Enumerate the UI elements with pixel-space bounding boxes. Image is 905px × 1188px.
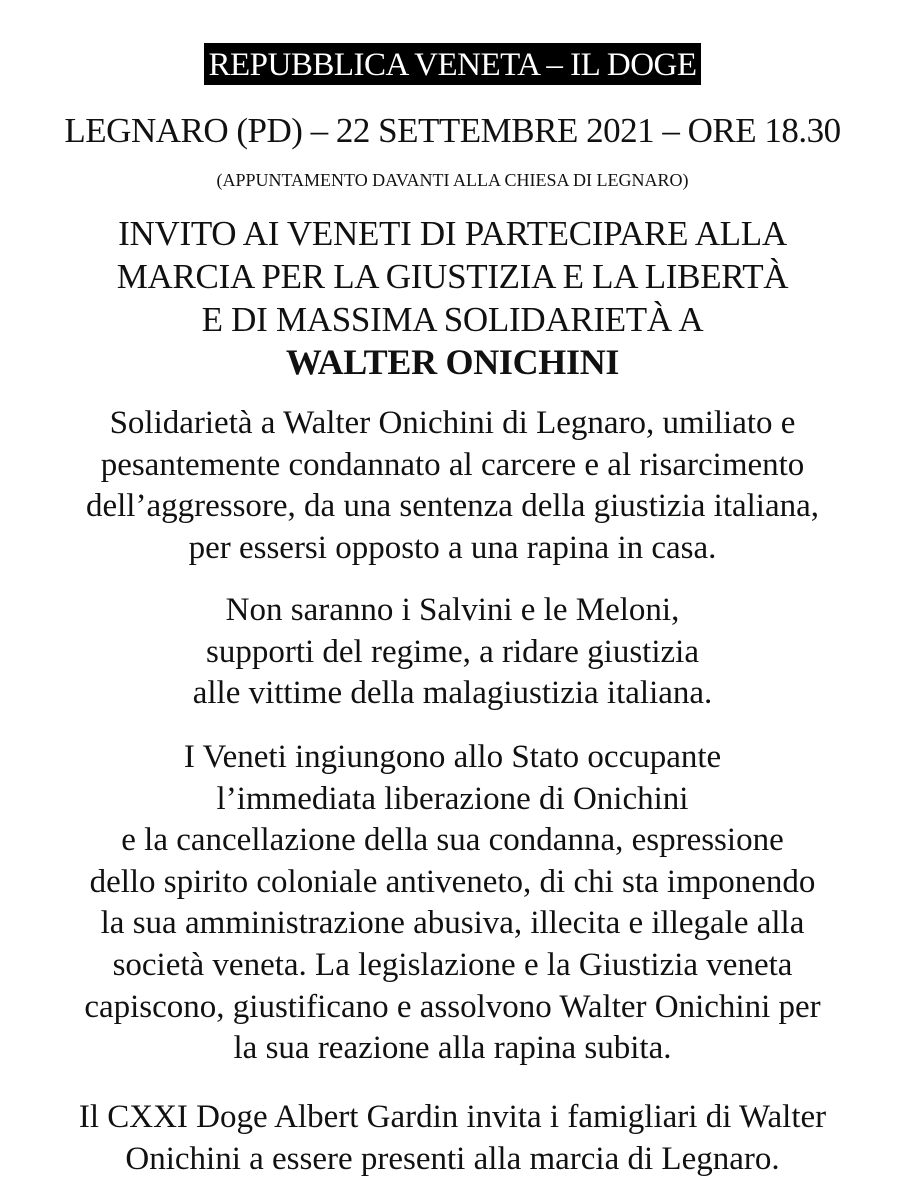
- paragraph-line: Non saranno i Salvini e le Meloni,: [225, 592, 680, 628]
- paragraph-line: l’immediata liberazione di Onichini: [216, 780, 689, 817]
- header: [0, 43, 905, 85]
- paragraph-line: I Veneti ingiungono allo Stato occupante: [183, 739, 722, 775]
- paragraph-line: Solidarietà a Walter Onichini di Legnaro, umiliato e: [109, 405, 796, 441]
- meeting-point-note: (APPUNTAMENTO DAVANTI ALLA CHIESA DI LEGNARO): [216, 170, 689, 190]
- paragraph-line: pesantemente condannato al carcere e al risarcimento: [100, 446, 805, 483]
- paragraph-line: Il CXXI Doge Albert Gardin invita i famigliari di Walter: [78, 1099, 827, 1135]
- paragraph-line: la sua amministrazione abusiva, illecita e illegale alla: [100, 905, 805, 942]
- paragraph-line: dello spirito coloniale antiveneto, di chi sta imponendo: [89, 863, 816, 900]
- invite-line: MARCIA PER LA GIUSTIZIA E LA LIBERTÀ: [116, 257, 789, 296]
- paragraph-line: la sua reazione alla rapina subita.: [233, 1030, 672, 1067]
- demand-paragraph: [0, 737, 905, 1070]
- doge-invitation-paragraph: [0, 1097, 905, 1180]
- invite-line: INVITO AI VENETI DI PARTECIPARE ALLA: [118, 214, 787, 253]
- paragraph-line: e la cancellazione della sua condanna, espressione: [121, 822, 784, 859]
- paragraph-line: per essersi opposto a una rapina in casa.: [188, 529, 717, 566]
- invite-line: E DI MASSIMA SOLIDARIETÀ A: [201, 300, 704, 339]
- paragraph-line: alle vittime della malagiustizia italiana.: [192, 675, 713, 712]
- paragraph-line: capiscono, giustificano e assolvono Walter Onichini per: [84, 988, 821, 1025]
- event-dateline: LEGNARO (PD) – 22 SETTEMBRE 2021 – ORE 18.30: [64, 111, 841, 150]
- paragraph-line: Onichini a essere presenti alla marcia di Legnaro.: [125, 1140, 780, 1177]
- paragraph-line: dell’aggressore, da una sentenza della giustizia italiana,: [85, 488, 820, 525]
- paragraph-line: società veneta. La legislazione e la Giustizia veneta: [112, 946, 793, 983]
- invite-honoree-name: WALTER ONICHINI: [285, 342, 620, 382]
- solidarity-paragraph: [0, 403, 905, 569]
- politics-paragraph: [0, 590, 905, 715]
- paragraph-line: supporti del regime, a ridare giustizia: [205, 633, 699, 670]
- invite-heading: [0, 212, 905, 384]
- header-banner: REPUBBLICA VENETA – IL DOGE: [204, 43, 700, 85]
